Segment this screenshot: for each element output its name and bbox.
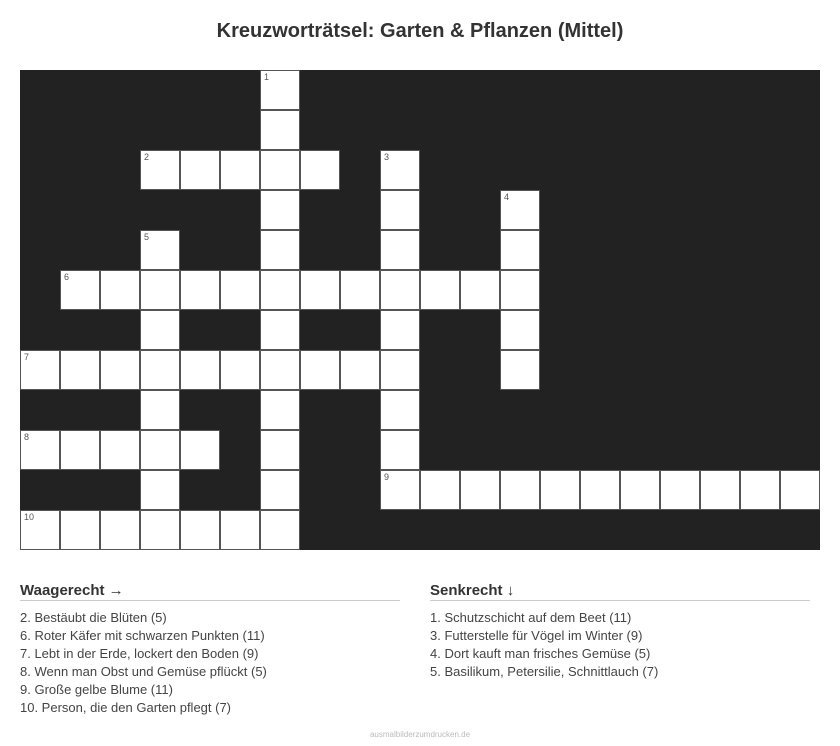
clue-item: 4. Dort kauft man frisches Gemüse (5) <box>430 646 651 661</box>
cell-number: 4 <box>504 192 510 202</box>
cell-number: 7 <box>24 352 30 362</box>
across-clue-list <box>20 609 400 717</box>
grid-cell[interactable] <box>300 270 340 310</box>
clue-item: 7. Lebt in der Erde, lockert den Boden (9) <box>20 646 259 661</box>
clue-item: 1. Schutzschicht auf dem Beet (11) <box>430 610 632 625</box>
grid-cell[interactable] <box>500 230 540 270</box>
grid-cell[interactable] <box>460 270 500 310</box>
grid-cell[interactable] <box>380 150 420 190</box>
grid-cell[interactable] <box>300 350 340 390</box>
grid-cell[interactable] <box>260 310 300 350</box>
grid-cell[interactable] <box>180 350 220 390</box>
grid-cell[interactable] <box>340 350 380 390</box>
crossword-grid <box>20 70 820 550</box>
grid-cell[interactable] <box>140 390 180 430</box>
clue-item: 9. Große gelbe Blume (11) <box>20 682 173 697</box>
grid-cell[interactable] <box>380 430 420 470</box>
grid-cell[interactable] <box>500 190 540 230</box>
clue-item: 2. Bestäubt die Blüten (5) <box>20 610 167 625</box>
grid-cell[interactable] <box>260 350 300 390</box>
clue-item: 6. Roter Käfer mit schwarzen Punkten (11) <box>20 628 265 643</box>
grid-cell[interactable] <box>380 230 420 270</box>
grid-cell[interactable] <box>20 430 60 470</box>
grid-cell[interactable] <box>260 510 300 550</box>
down-clue-list <box>430 609 810 681</box>
grid-cell[interactable] <box>220 350 260 390</box>
grid-cell[interactable] <box>60 270 100 310</box>
grid-cell[interactable] <box>380 310 420 350</box>
grid-cell[interactable] <box>500 310 540 350</box>
across-heading: Waagerecht → <box>20 582 400 601</box>
grid-cell[interactable] <box>100 350 140 390</box>
grid-cell[interactable] <box>740 470 780 510</box>
grid-cell[interactable] <box>60 350 100 390</box>
grid-cell[interactable] <box>380 270 420 310</box>
grid-cell[interactable] <box>180 150 220 190</box>
grid-cell[interactable] <box>140 230 180 270</box>
grid-cell[interactable] <box>380 390 420 430</box>
grid-cell[interactable] <box>340 270 380 310</box>
grid-cell[interactable] <box>140 150 180 190</box>
grid-cell[interactable] <box>100 430 140 470</box>
grid-cell[interactable] <box>620 470 660 510</box>
grid-cell[interactable] <box>100 270 140 310</box>
grid-cell[interactable] <box>580 470 620 510</box>
clue-item: 8. Wenn man Obst und Gemüse pflückt (5) <box>20 664 267 679</box>
grid-cell[interactable] <box>260 390 300 430</box>
clue-item: 10. Person, die den Garten pflegt (7) <box>20 700 232 715</box>
grid-cell[interactable] <box>260 230 300 270</box>
grid-cell[interactable] <box>380 350 420 390</box>
page-title: Kreuzworträtsel: Garten & Pflanzen (Mittel) <box>216 20 624 42</box>
grid-cell[interactable] <box>660 470 700 510</box>
grid-cell[interactable] <box>180 270 220 310</box>
cell-number: 1 <box>264 72 270 82</box>
clue-item: 5. Basilikum, Petersilie, Schnittlauch (7) <box>430 664 659 679</box>
grid-cell[interactable] <box>140 270 180 310</box>
grid-cell[interactable] <box>420 270 460 310</box>
grid-cell[interactable] <box>260 270 300 310</box>
cell-number: 9 <box>384 472 390 482</box>
grid-cell[interactable] <box>140 350 180 390</box>
grid-cell[interactable] <box>140 430 180 470</box>
grid-cell[interactable] <box>540 470 580 510</box>
grid-cell[interactable] <box>100 510 140 550</box>
grid-cell[interactable] <box>60 430 100 470</box>
grid-cell[interactable] <box>20 510 60 550</box>
grid-cell[interactable] <box>140 510 180 550</box>
down-clues <box>430 582 810 681</box>
clue-item: 3. Futterstelle für Vögel im Winter (9) <box>430 628 643 643</box>
grid-cell[interactable] <box>460 470 500 510</box>
cell-number: 5 <box>144 232 150 242</box>
grid-cell[interactable] <box>260 70 300 110</box>
grid-cell[interactable] <box>260 190 300 230</box>
grid-cell[interactable] <box>500 350 540 390</box>
grid-cell[interactable] <box>180 510 220 550</box>
grid-cell[interactable] <box>380 470 420 510</box>
footer-credit: ausmalbilderzumdrucken.de <box>369 730 471 739</box>
grid-cell[interactable] <box>420 470 460 510</box>
grid-cell[interactable] <box>500 470 540 510</box>
grid-cell[interactable] <box>140 310 180 350</box>
grid-cell[interactable] <box>380 190 420 230</box>
grid-cell[interactable] <box>300 150 340 190</box>
grid-cell[interactable] <box>140 470 180 510</box>
grid-cell[interactable] <box>180 430 220 470</box>
cell-number: 10 <box>24 512 35 522</box>
cell-number: 2 <box>144 152 150 162</box>
grid-cell[interactable] <box>220 150 260 190</box>
grid-cell[interactable] <box>700 470 740 510</box>
grid-cell[interactable] <box>780 470 820 510</box>
grid-cell[interactable] <box>260 430 300 470</box>
grid-cell[interactable] <box>60 510 100 550</box>
grid-cell[interactable] <box>220 270 260 310</box>
grid-cell[interactable] <box>260 150 300 190</box>
grid-cell[interactable] <box>260 470 300 510</box>
cell-number: 8 <box>24 432 30 442</box>
grid-cell[interactable] <box>500 270 540 310</box>
grid-cell[interactable] <box>260 110 300 150</box>
grid-cell[interactable] <box>220 510 260 550</box>
across-clues <box>20 582 400 717</box>
grid-cell[interactable] <box>20 350 60 390</box>
cell-number: 6 <box>64 272 70 282</box>
cell-number: 3 <box>384 152 390 162</box>
down-heading: Senkrecht ↓ <box>430 582 810 601</box>
